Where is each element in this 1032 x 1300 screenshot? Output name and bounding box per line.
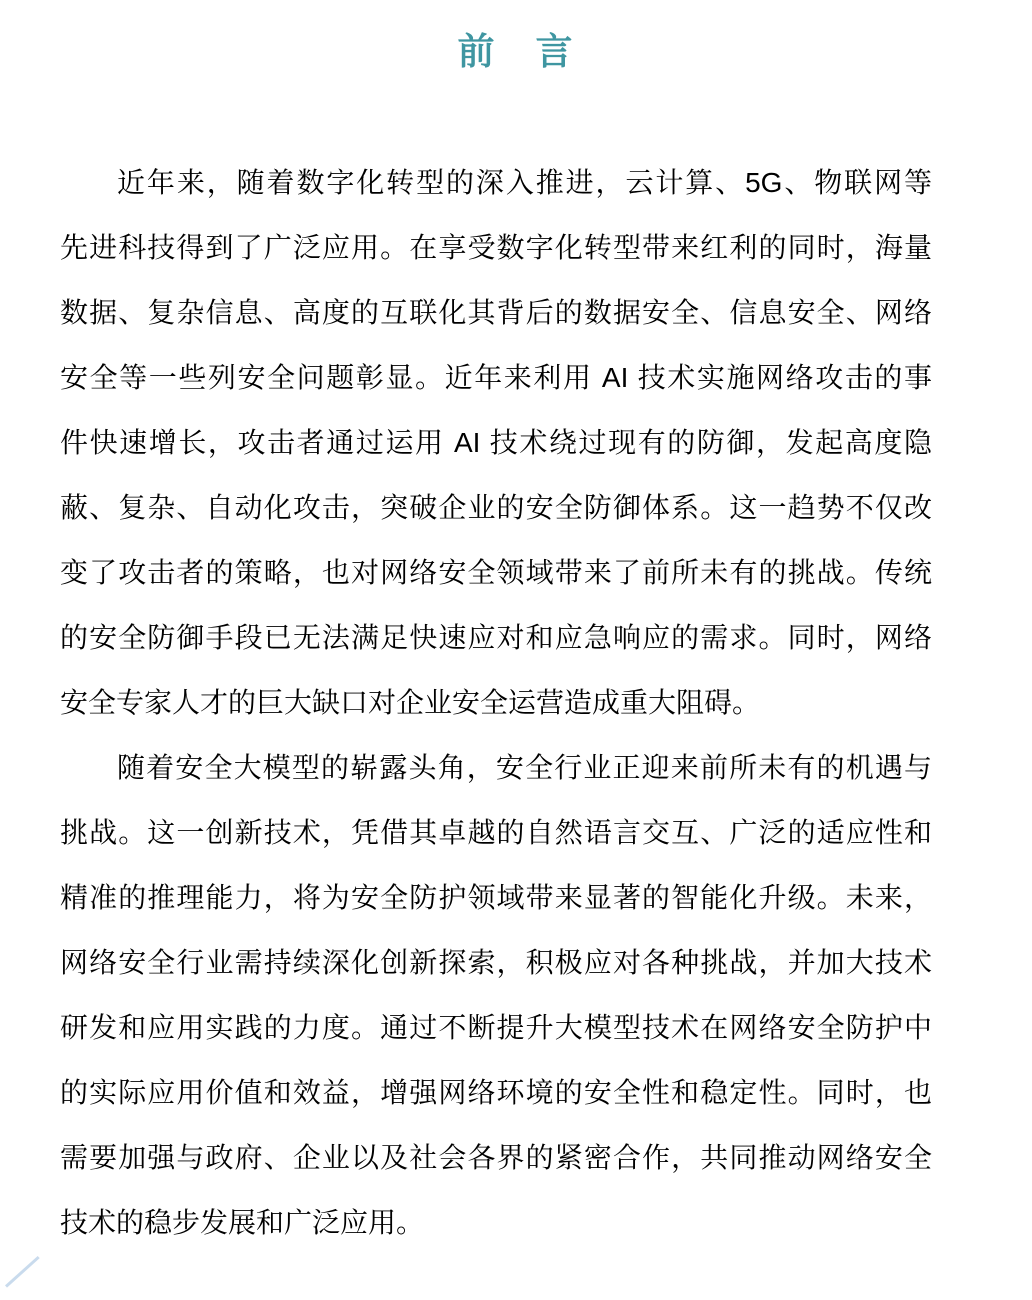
paragraph-1: [60, 150, 932, 735]
text-line: 数据、复杂信息、高度的互联化其背后的数据安全、信息安全、网络: [60, 297, 932, 328]
text-line: 变了攻击者的策略，也对网络安全领域带来了前所未有的挑战。传统: [60, 557, 932, 588]
text-line: 的安全防御手段已无法满足快速应对和应急响应的需求。同时，网络: [60, 622, 932, 653]
paragraph-2: [60, 735, 932, 1255]
corner-decoration: [5, 1256, 40, 1288]
text-line: 件快速增长，攻击者通过运用 AI 技术绕过现有的防御，发起高度隐: [60, 427, 932, 458]
text-line: 精准的推理能力，将为安全防护领域带来显著的智能化升级。未来，: [60, 882, 932, 913]
text-line: 技术的稳步发展和广泛应用。: [60, 1207, 425, 1238]
text-line: 近年来，随着数字化转型的深入推进，云计算、5G、物联网等: [117, 167, 932, 198]
text-line: 需要加强与政府、企业以及社会各界的紧密合作，共同推动网络安全: [60, 1142, 932, 1173]
text-line: 的实际应用价值和效益，增强网络环境的安全性和稳定性。同时，也: [60, 1077, 932, 1108]
text-line: 随着安全大模型的崭露头角，安全行业正迎来前所未有的机遇与: [117, 752, 932, 783]
text-line: 先进科技得到了广泛应用。在享受数字化转型带来红利的同时，海量: [60, 232, 932, 263]
document-body: [60, 150, 932, 1255]
text-line: 蔽、复杂、自动化攻击，突破企业的安全防御体系。这一趋势不仅改: [60, 492, 932, 523]
text-line: 安全专家人才的巨大缺口对企业安全运营造成重大阻碍。: [60, 687, 761, 718]
text-line: 安全等一些列安全问题彰显。近年来利用 AI 技术实施网络攻击的事: [60, 362, 932, 393]
text-line: 研发和应用实践的力度。通过不断提升大模型技术在网络安全防护中: [60, 1012, 932, 1043]
text-line: 网络安全行业需持续深化创新探索，积极应对各种挑战，并加大技术: [60, 947, 932, 978]
page-title: 前 言: [457, 31, 575, 72]
text-line: 挑战。这一创新技术，凭借其卓越的自然语言交互、广泛的适应性和: [60, 817, 932, 848]
